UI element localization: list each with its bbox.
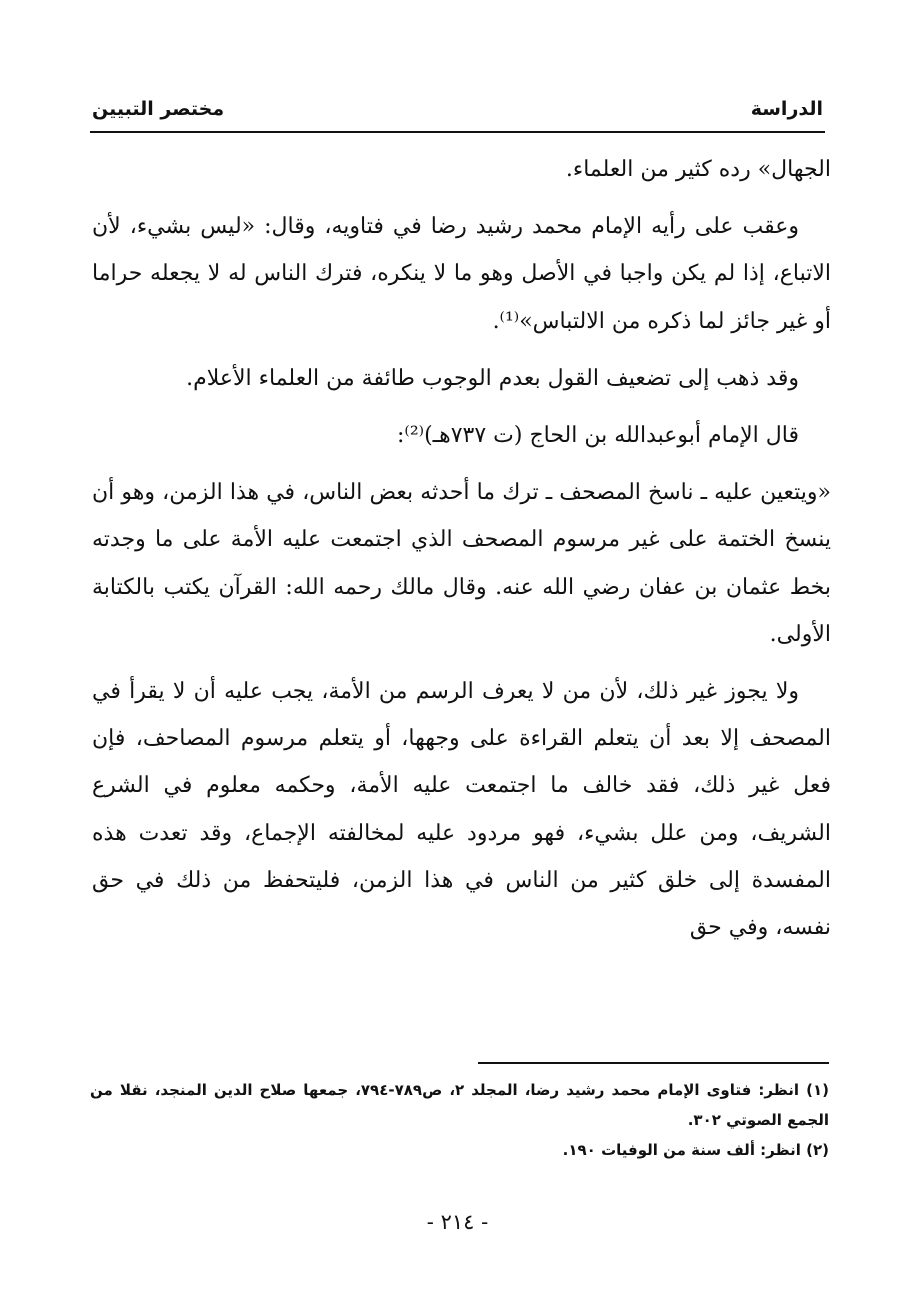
body-text: [92, 146, 831, 961]
header-section-title: الدراسة: [750, 98, 823, 120]
header-divider: [90, 131, 825, 133]
paragraph-scholars: وقد ذهب إلى تضعيف القول بعدم الوجوب طائفة من العلماء الأعلام.: [186, 365, 799, 391]
page-number: - ٢١٤ -: [426, 1210, 489, 1234]
footnote-divider: [478, 1062, 829, 1064]
paragraph-ibn-alhaj-intro: قال الإمام أبوعبدالله بن الحاج (ت ٧٣٧هـ)⁽²⁾:: [397, 423, 799, 449]
paragraph-quote: «ويتعين عليه ـ ناسخ المصحف ـ ترك ما أحدثه بعض الناس، في هذا الزمن، وهو أن ينسخ الختمة على غير مرسوم المصحف الذي اجتمعت عليه الأمة على ما وجدته بخط عثمان بن عفان رضي الله عنه. وقال مالك رحمه الله: القرآن يكتب بالكتابة الأولى.: [92, 480, 831, 647]
footnote-2: (٢) انظر: ألف سنة من الوفيات ١٩٠.: [562, 1141, 829, 1159]
running-header: [92, 80, 823, 120]
footnotes: [90, 1075, 829, 1165]
paragraph-continuation: الجهال» رده كثير من العلماء.: [565, 157, 831, 182]
paragraph-rashid-rida: وعقب على رأيه الإمام محمد رشيد رضا في فتاويه، وقال: «ليس بشيء، لأن الاتباع، إذا لم يكن واجبا في الأصل وهو ما لا ينكره، فترك الناس له لا يجعله حراما أو غير جائز لما ذكره من الالتباس»⁽¹⁾.: [92, 214, 831, 334]
header-book-title: مختصر التبيين: [92, 98, 225, 120]
footnote-1: (١) انظر: فتاوى الإمام محمد رشيد رضا، المجلد ٢، ص٧٨٩-٧٩٤، جمعها صلاح الدين المنجد، نقلا من الجمع الصوتي ٣٠٢.: [90, 1081, 829, 1129]
paragraph-quote-continued: ولا يجوز غير ذلك، لأن من لا يعرف الرسم من الأمة، يجب عليه أن لا يقرأ في المصحف إلا بعد أن يتعلم القراءة على وجهها، أو يتعلم مرسوم المصاحف، فإن فعل غير ذلك، فقد خالف ما اجتمعت عليه الأمة، وحكمه معلوم في الشرع الشريف، ومن علل بشيء، فهو مردود عليه لمخالفته الإجماع، وقد تعدت هذه المفسدة إلى خلق كثير من الناس في هذا الزمن، فليتحفظ من ذلك في حق نفسه، وفي حق: [92, 679, 831, 941]
